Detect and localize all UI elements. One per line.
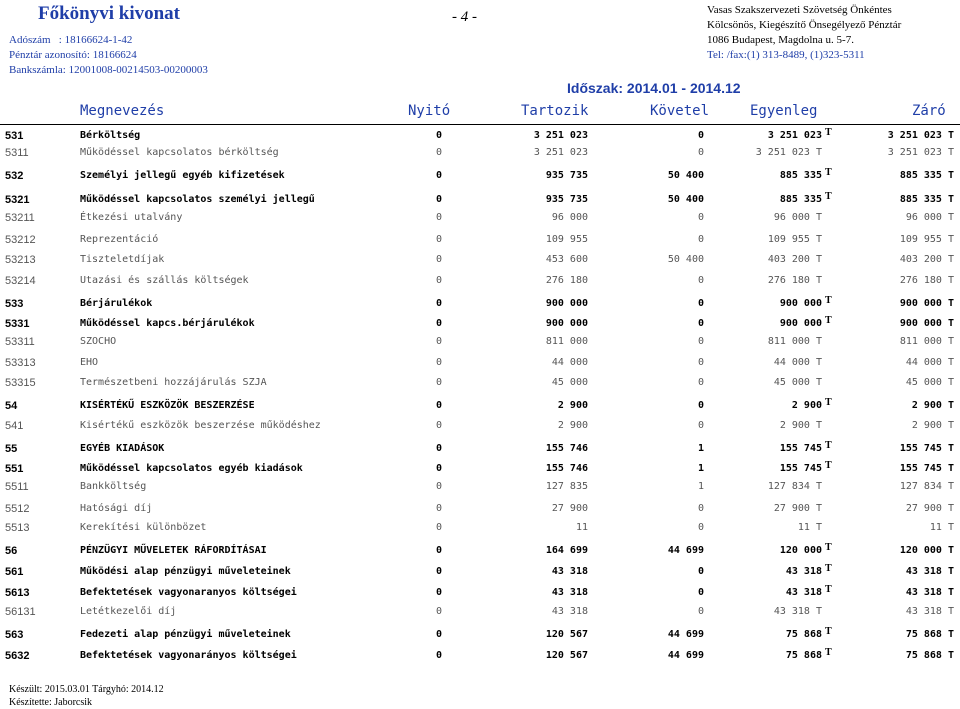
closing-value: 43 318 T (905, 606, 954, 617)
table-row (0, 294, 960, 315)
table-row (0, 416, 960, 437)
account-code: 55 (5, 443, 18, 455)
org-phone: Tel: /fax:(1) 313-8489, (1)323-5311 (707, 49, 865, 61)
account-name: Letétkezelői díj (80, 606, 177, 617)
credit-value: 0 (697, 357, 704, 368)
closing-value: 11 T (929, 522, 954, 533)
organization-block (707, 3, 901, 63)
credit-value: 0 (697, 522, 704, 533)
table-row (0, 230, 960, 251)
opening-value: 0 (435, 443, 442, 454)
balance-value: 75 868 (785, 650, 822, 661)
credit-value: 0 (697, 234, 704, 245)
balance-value: 127 834 T (767, 481, 822, 492)
table-row (0, 625, 960, 646)
account-code: 53211 (5, 212, 35, 224)
account-name: Fedezeti alap pénzügyi műveleteinek (80, 629, 291, 640)
header-divider (0, 124, 960, 125)
table-row (0, 602, 960, 623)
account-name: Befektetések vagyonaranyos költségei (80, 587, 297, 598)
closing-value: 900 000 T (899, 318, 954, 329)
balance-value: 155 745 (779, 463, 822, 474)
closing-value: 27 900 T (905, 503, 954, 514)
fund-identifiers (9, 33, 208, 78)
balance-value: 44 000 T (773, 357, 822, 368)
org-subtitle: Kölcsönös, Kiegészítő Önsegélyező Pénztár (707, 19, 902, 31)
balance-flag: T (825, 584, 832, 595)
debit-value: 935 735 (545, 170, 588, 181)
closing-value: 3 251 023 T (887, 130, 954, 141)
account-code: 5311 (5, 147, 29, 159)
account-name: Működéssel kapcsolatos bérköltség (80, 147, 279, 158)
debit-value: 27 900 (551, 503, 588, 514)
credit-value: 0 (697, 275, 704, 286)
footer (9, 683, 164, 709)
balance-flag: T (825, 563, 832, 574)
balance-flag: T (825, 440, 832, 451)
balance-value: 885 335 (779, 194, 822, 205)
account-code: 532 (5, 170, 24, 182)
account-code: 53213 (5, 254, 36, 266)
column-header-nyito: Nyitó (408, 103, 451, 119)
account-code: 53315 (5, 377, 36, 389)
account-name: Bankköltség (80, 481, 147, 492)
balance-flag: T (825, 542, 832, 553)
debit-value: 155 746 (545, 463, 588, 474)
credit-value: 1 (697, 443, 704, 454)
closing-value: 155 745 T (899, 463, 954, 474)
closing-value: 900 000 T (899, 298, 954, 309)
credit-value: 1 (697, 481, 704, 492)
closing-value: 811 000 T (899, 336, 954, 347)
closing-value: 2 900 T (911, 420, 954, 431)
bank-account: Bankszámla: 12001008-00214503-00200003 (9, 64, 208, 76)
debit-value: 11 (575, 522, 588, 533)
account-code: 5613 (5, 587, 30, 599)
table-row (0, 332, 960, 353)
account-name: Kerekítési különbözet (80, 522, 207, 533)
account-name: Étkezési utalvány (80, 212, 183, 223)
created-info: Készült: 2015.03.01 Tárgyhó: 2014.12 (9, 684, 164, 695)
debit-value: 900 000 (545, 298, 588, 309)
debit-value: 43 318 (551, 566, 588, 577)
opening-value: 0 (435, 357, 442, 368)
credit-value: 0 (697, 212, 704, 223)
balance-value: 43 318 T (773, 606, 822, 617)
opening-value: 0 (435, 234, 442, 245)
balance-value: 403 200 T (767, 254, 822, 265)
opening-value: 0 (435, 566, 442, 577)
table-row (0, 271, 960, 292)
closing-value: 44 000 T (905, 357, 954, 368)
account-code: 5321 (5, 194, 30, 206)
account-name: Utazási és szállás költségek (80, 275, 249, 286)
opening-value: 0 (435, 650, 442, 661)
account-name: Befektetések vagyonarányos költségei (80, 650, 297, 661)
closing-value: 155 745 T (899, 443, 954, 454)
table-row (0, 208, 960, 229)
debit-value: 43 318 (551, 606, 588, 617)
opening-value: 0 (435, 254, 442, 265)
credit-value: 0 (697, 566, 704, 577)
account-code: 56131 (5, 606, 36, 618)
credit-value: 0 (697, 336, 704, 347)
column-header-megnevezes: Megnevezés (80, 103, 165, 119)
balance-value: 900 000 (779, 298, 822, 309)
account-name: PÉNZÜGYI MŰVELETEK RÁFORDÍTÁSAI (80, 545, 267, 556)
account-code: 53214 (5, 275, 36, 287)
debit-value: 900 000 (545, 318, 588, 329)
table-row (0, 143, 960, 164)
debit-value: 2 900 (557, 400, 588, 411)
balance-value: 885 335 (779, 170, 822, 181)
account-code: 541 (5, 420, 24, 432)
credit-value: 44 699 (667, 650, 704, 661)
page-title: Főkönyvi kivonat (38, 3, 181, 24)
column-header-egyenleg: Egyenleg (750, 103, 818, 119)
debit-value: 155 746 (545, 443, 588, 454)
opening-value: 0 (435, 587, 442, 598)
closing-value: 276 180 T (899, 275, 954, 286)
balance-value: 109 955 T (767, 234, 822, 245)
opening-value: 0 (435, 170, 442, 181)
closing-value: 45 000 T (905, 377, 954, 388)
debit-value: 96 000 (551, 212, 588, 223)
account-code: 5331 (5, 318, 30, 330)
account-name: Bérjárulékok (80, 298, 153, 309)
opening-value: 0 (435, 420, 442, 431)
balance-value: 43 318 (785, 566, 822, 577)
column-header-kovetel: Követel (650, 103, 710, 119)
balance-value: 27 900 T (773, 503, 822, 514)
closing-value: 75 868 T (905, 629, 954, 640)
table-row (0, 562, 960, 583)
closing-value: 96 000 T (905, 212, 954, 223)
account-name: Bérköltség (80, 130, 141, 141)
credit-value: 0 (697, 130, 704, 141)
account-name: Személyi jellegű egyéb kifizetések (80, 170, 285, 181)
opening-value: 0 (435, 377, 442, 388)
debit-value: 120 567 (545, 650, 588, 661)
table-row (0, 499, 960, 520)
table-row (0, 250, 960, 271)
closing-value: 403 200 T (899, 254, 954, 265)
debit-value: 45 000 (551, 377, 588, 388)
account-code: 5513 (5, 522, 30, 534)
opening-value: 0 (435, 463, 442, 474)
balance-flag: T (825, 127, 832, 138)
org-name: Vasas Szakszervezeti Szövetség Önkéntes (707, 4, 892, 16)
balance-value: 811 000 T (767, 336, 822, 347)
opening-value: 0 (435, 318, 442, 329)
balance-value: 120 000 (779, 545, 822, 556)
debit-value: 2 900 (557, 420, 588, 431)
balance-value: 3 251 023 (767, 130, 822, 141)
closing-value: 75 868 T (905, 650, 954, 661)
account-name: Működéssel kapcsolatos egyéb kiadások (80, 463, 303, 474)
author-info: Készítette: Jaborcsik (9, 697, 93, 708)
opening-value: 0 (435, 629, 442, 640)
account-code: 5512 (5, 503, 30, 515)
page-number: - 4 - (452, 9, 477, 25)
debit-value: 127 835 (545, 481, 588, 492)
credit-value: 50 400 (667, 194, 704, 205)
balance-value: 11 T (797, 522, 822, 533)
table-row (0, 166, 960, 187)
debit-value: 3 251 023 (533, 130, 588, 141)
opening-value: 0 (435, 606, 442, 617)
account-name: Hatósági díj (80, 503, 153, 514)
column-header-tartozik: Tartozik (521, 103, 589, 119)
account-name: Tiszteletdíjak (80, 254, 165, 265)
balance-value: 45 000 T (773, 377, 822, 388)
opening-value: 0 (435, 400, 442, 411)
debit-value: 935 735 (545, 194, 588, 205)
credit-value: 50 400 (667, 170, 704, 181)
account-code: 53212 (5, 234, 36, 246)
balance-value: 2 900 T (779, 420, 822, 431)
opening-value: 0 (435, 503, 442, 514)
table-row (0, 396, 960, 417)
tax-number: Adószám : 18166624-1-42 (9, 34, 133, 46)
account-code: 53313 (5, 357, 36, 369)
opening-value: 0 (435, 147, 442, 158)
column-header-zaro: Záró (912, 103, 946, 119)
account-name: Természetbeni hozzájárulás SZJA (80, 377, 267, 388)
account-code: 563 (5, 629, 24, 641)
closing-value: 2 900 T (911, 400, 954, 411)
balance-value: 75 868 (785, 629, 822, 640)
credit-value: 0 (697, 400, 704, 411)
table-row (0, 583, 960, 604)
credit-value: 50 400 (667, 254, 704, 265)
debit-value: 164 699 (545, 545, 588, 556)
account-name: Kisértékű eszközök beszerzése működéshez (80, 420, 321, 431)
balance-value: 155 745 (779, 443, 822, 454)
opening-value: 0 (435, 481, 442, 492)
credit-value: 44 699 (667, 545, 704, 556)
account-code: 561 (5, 566, 24, 578)
debit-value: 453 600 (545, 254, 588, 265)
balance-value: 2 900 (791, 400, 822, 411)
account-name: SZOCHO (80, 336, 117, 347)
opening-value: 0 (435, 130, 442, 141)
debit-value: 120 567 (545, 629, 588, 640)
balance-flag: T (825, 191, 832, 202)
balance-value: 96 000 T (773, 212, 822, 223)
balance-flag: T (825, 626, 832, 637)
closing-value: 109 955 T (899, 234, 954, 245)
debit-value: 811 000 (545, 336, 588, 347)
account-name: EHO (80, 357, 99, 368)
table-row (0, 541, 960, 562)
closing-value: 43 318 T (905, 566, 954, 577)
balance-value: 900 000 (779, 318, 822, 329)
credit-value: 44 699 (667, 629, 704, 640)
balance-flag: T (825, 315, 832, 326)
balance-flag: T (825, 167, 832, 178)
table-row (0, 477, 960, 498)
balance-value: 43 318 (785, 587, 822, 598)
balance-flag: T (825, 460, 832, 471)
debit-value: 109 955 (545, 234, 588, 245)
debit-value: 43 318 (551, 587, 588, 598)
account-code: 551 (5, 463, 24, 475)
account-code: 56 (5, 545, 18, 557)
opening-value: 0 (435, 212, 442, 223)
closing-value: 120 000 T (899, 545, 954, 556)
opening-value: 0 (435, 194, 442, 205)
account-name: EGYÉB KIADÁSOK (80, 443, 165, 454)
debit-value: 3 251 023 (533, 147, 588, 158)
credit-value: 0 (697, 298, 704, 309)
account-name: KISÉRTÉKŰ ESZKÖZÖK BESZERZÉSE (80, 400, 255, 411)
debit-value: 276 180 (545, 275, 588, 286)
table-row (0, 373, 960, 394)
credit-value: 1 (697, 463, 704, 474)
credit-value: 0 (697, 318, 704, 329)
credit-value: 0 (697, 503, 704, 514)
account-name: Működéssel kapcs.bérjárulékok (80, 318, 255, 329)
account-name: Működéssel kapcsolatos személyi jellegű (80, 194, 315, 205)
balance-value: 276 180 T (767, 275, 822, 286)
debit-value: 44 000 (551, 357, 588, 368)
closing-value: 43 318 T (905, 587, 954, 598)
closing-value: 885 335 T (899, 194, 954, 205)
opening-value: 0 (435, 275, 442, 286)
closing-value: 3 251 023 T (887, 147, 954, 158)
credit-value: 0 (697, 147, 704, 158)
account-code: 53311 (5, 336, 35, 348)
account-code: 5511 (5, 481, 29, 493)
closing-value: 885 335 T (899, 170, 954, 181)
credit-value: 0 (697, 606, 704, 617)
period-label: Időszak: 2014.01 - 2014.12 (567, 80, 741, 96)
credit-value: 0 (697, 377, 704, 388)
table-row (0, 518, 960, 539)
closing-value: 127 834 T (899, 481, 954, 492)
balance-flag: T (825, 397, 832, 408)
balance-value: 3 251 023 T (755, 147, 822, 158)
balance-flag: T (825, 295, 832, 306)
opening-value: 0 (435, 336, 442, 347)
credit-value: 0 (697, 587, 704, 598)
opening-value: 0 (435, 298, 442, 309)
account-code: 533 (5, 298, 24, 310)
credit-value: 0 (697, 420, 704, 431)
table-row (0, 646, 960, 667)
account-code: 5632 (5, 650, 30, 662)
account-code: 531 (5, 130, 24, 142)
opening-value: 0 (435, 522, 442, 533)
account-name: Reprezentáció (80, 234, 159, 245)
table-row (0, 353, 960, 374)
balance-flag: T (825, 647, 832, 658)
table-row (0, 439, 960, 460)
fund-id: Pénztár azonosító: 18166624 (9, 49, 137, 61)
account-name: Működési alap pénzügyi műveleteinek (80, 566, 291, 577)
org-address: 1086 Budapest, Magdolna u. 5-7. (707, 34, 854, 46)
opening-value: 0 (435, 545, 442, 556)
account-code: 54 (5, 400, 18, 412)
